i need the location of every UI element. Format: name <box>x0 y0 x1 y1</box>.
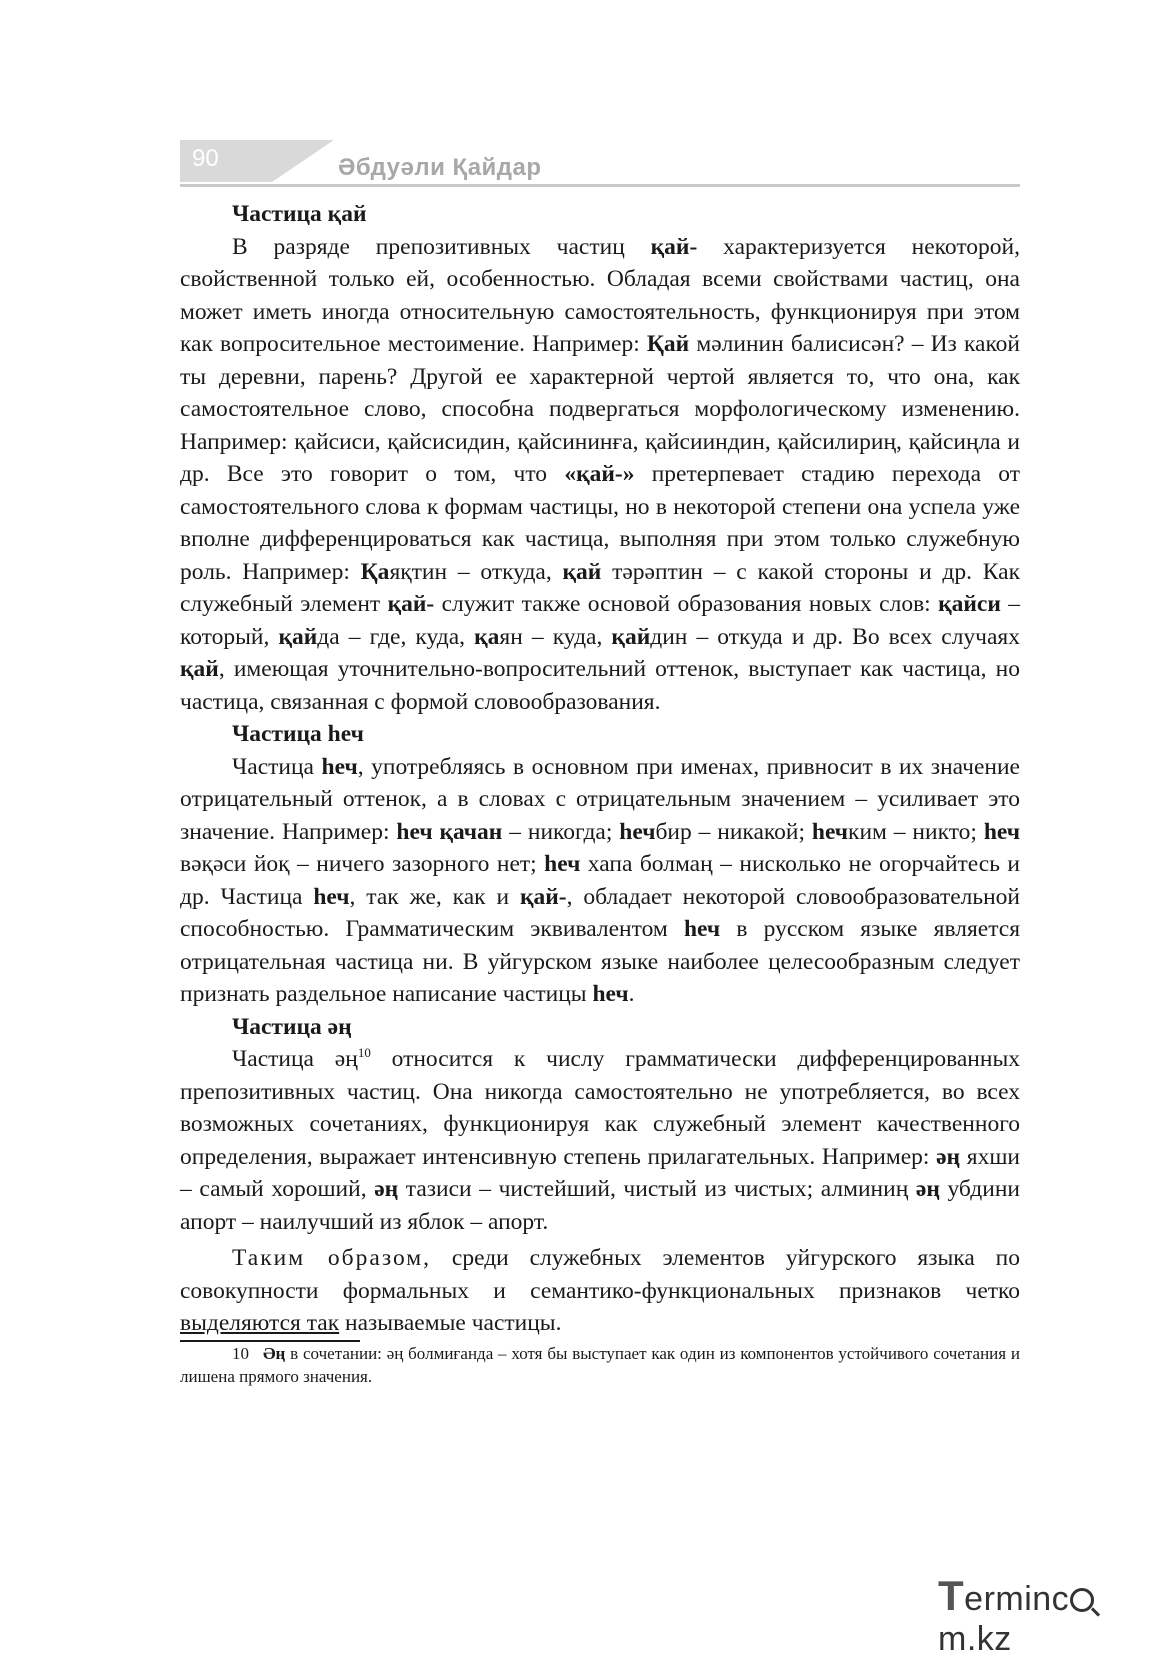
paragraph-hech: Частица һеч, употребляясь в основном при именах, привносит в их значение отрицательный оттенок, а в словах с отрицательным значением – усиливает это значение. Например: һеч қачан – никогда; һечбир – никакой; һечким – никто; һеч вәқәси йоқ – ничего зазорного нет; һеч хапа болмаң – нисколько не огорчайтесь и др. Частица һеч, так же, как и қай-, обладает некоторой словообразовательной способностью. Грамматическим эквивалентом һеч в русском языке является отрицательная частица ни. В уйгурском языке наиболее целесообразным следует признать раздельное написание частицы һеч. <box>180 753 1021 1007</box>
footnote-ref[interactable]: 10 <box>357 1045 371 1061</box>
page-body <box>180 198 1020 1388</box>
magnifier-icon <box>1070 1588 1094 1612</box>
header-rule <box>180 184 1020 187</box>
page-header <box>180 140 1020 190</box>
footnote: 10 Әң в сочетании: әң болмиғанда – хотя бы выступает как один из компонентов устойчивого сочетания и лишена прямого значения. <box>180 1343 1020 1386</box>
running-title: Әбдуәли Қайдар <box>338 154 542 181</box>
section-heading-ang: Частица әң <box>232 1013 352 1040</box>
section-heading-hech: Частица һеч <box>232 721 364 747</box>
section-heading-kay: Частица қай <box>232 201 367 227</box>
paragraph-kay: В разряде препозитивных частиц қай- характеризуется некоторой, свойственной только ей, особенностью. Обладая всеми свойствами частиц, она может иметь иногда относительную самостоятельность, функционируя при этом как вопросительное местоимение. Например: Қай мәлинин балисисән? – Из какой ты деревни, парень? Другой ее характерной чертой является то, что она, как самостоятельное слово, способна подвергаться морфологическому изменению. Например: қайсиси, қайсисидин, қайсининға, қайсииндин, қайсилириң, қайсиңла и др. Все это говорит о том, что «қай-» претерпевает стадию перехода от самостоятельного слова к формам частицы, но в некоторой степени она успела уже вполне дифференцироваться как частица, выполняя при этом только служебную роль. Например: Қаяқтин – откуда, қай тәрәптин – с какой стороны и др. Как служебный элемент қай- служит также основой образования новых слов: қайси – который, қайда – где, куда, қаян – куда, қайдин – откуда и др. Во всех случаях қай, имеющая уточнительно-вопросительний оттенок, выступает как частица, но частица, связанная с формой словообразования. <box>180 233 1021 715</box>
paragraph-conclusion: Таким образом, среди служебных элементов уйгурского языка по совокупности формальных и семантико-функциональных признаков четко выделяются так называемые частицы. <box>180 1245 1020 1336</box>
page-tab-slope <box>272 140 334 182</box>
paragraph-ang: Частица $әң^{10}$ относится к числу грамматически дифференцированных препозитивных частиц. Она никогда самостоятельно не употребляется, во всех возможных сочетаниях, функционируя как служебный элемент качественного определения, выражает интенсивную степень прилагательных. Например: әң яхши – самый хороший, әң тазиси – чистейший, чистый из чистых; алминиң әң убдини апорт – наилучший из яблок – апорт. <box>180 1045 1020 1235</box>
site-logo: Termincm.kz <box>938 1572 1158 1659</box>
page-number: 90 <box>192 145 219 172</box>
